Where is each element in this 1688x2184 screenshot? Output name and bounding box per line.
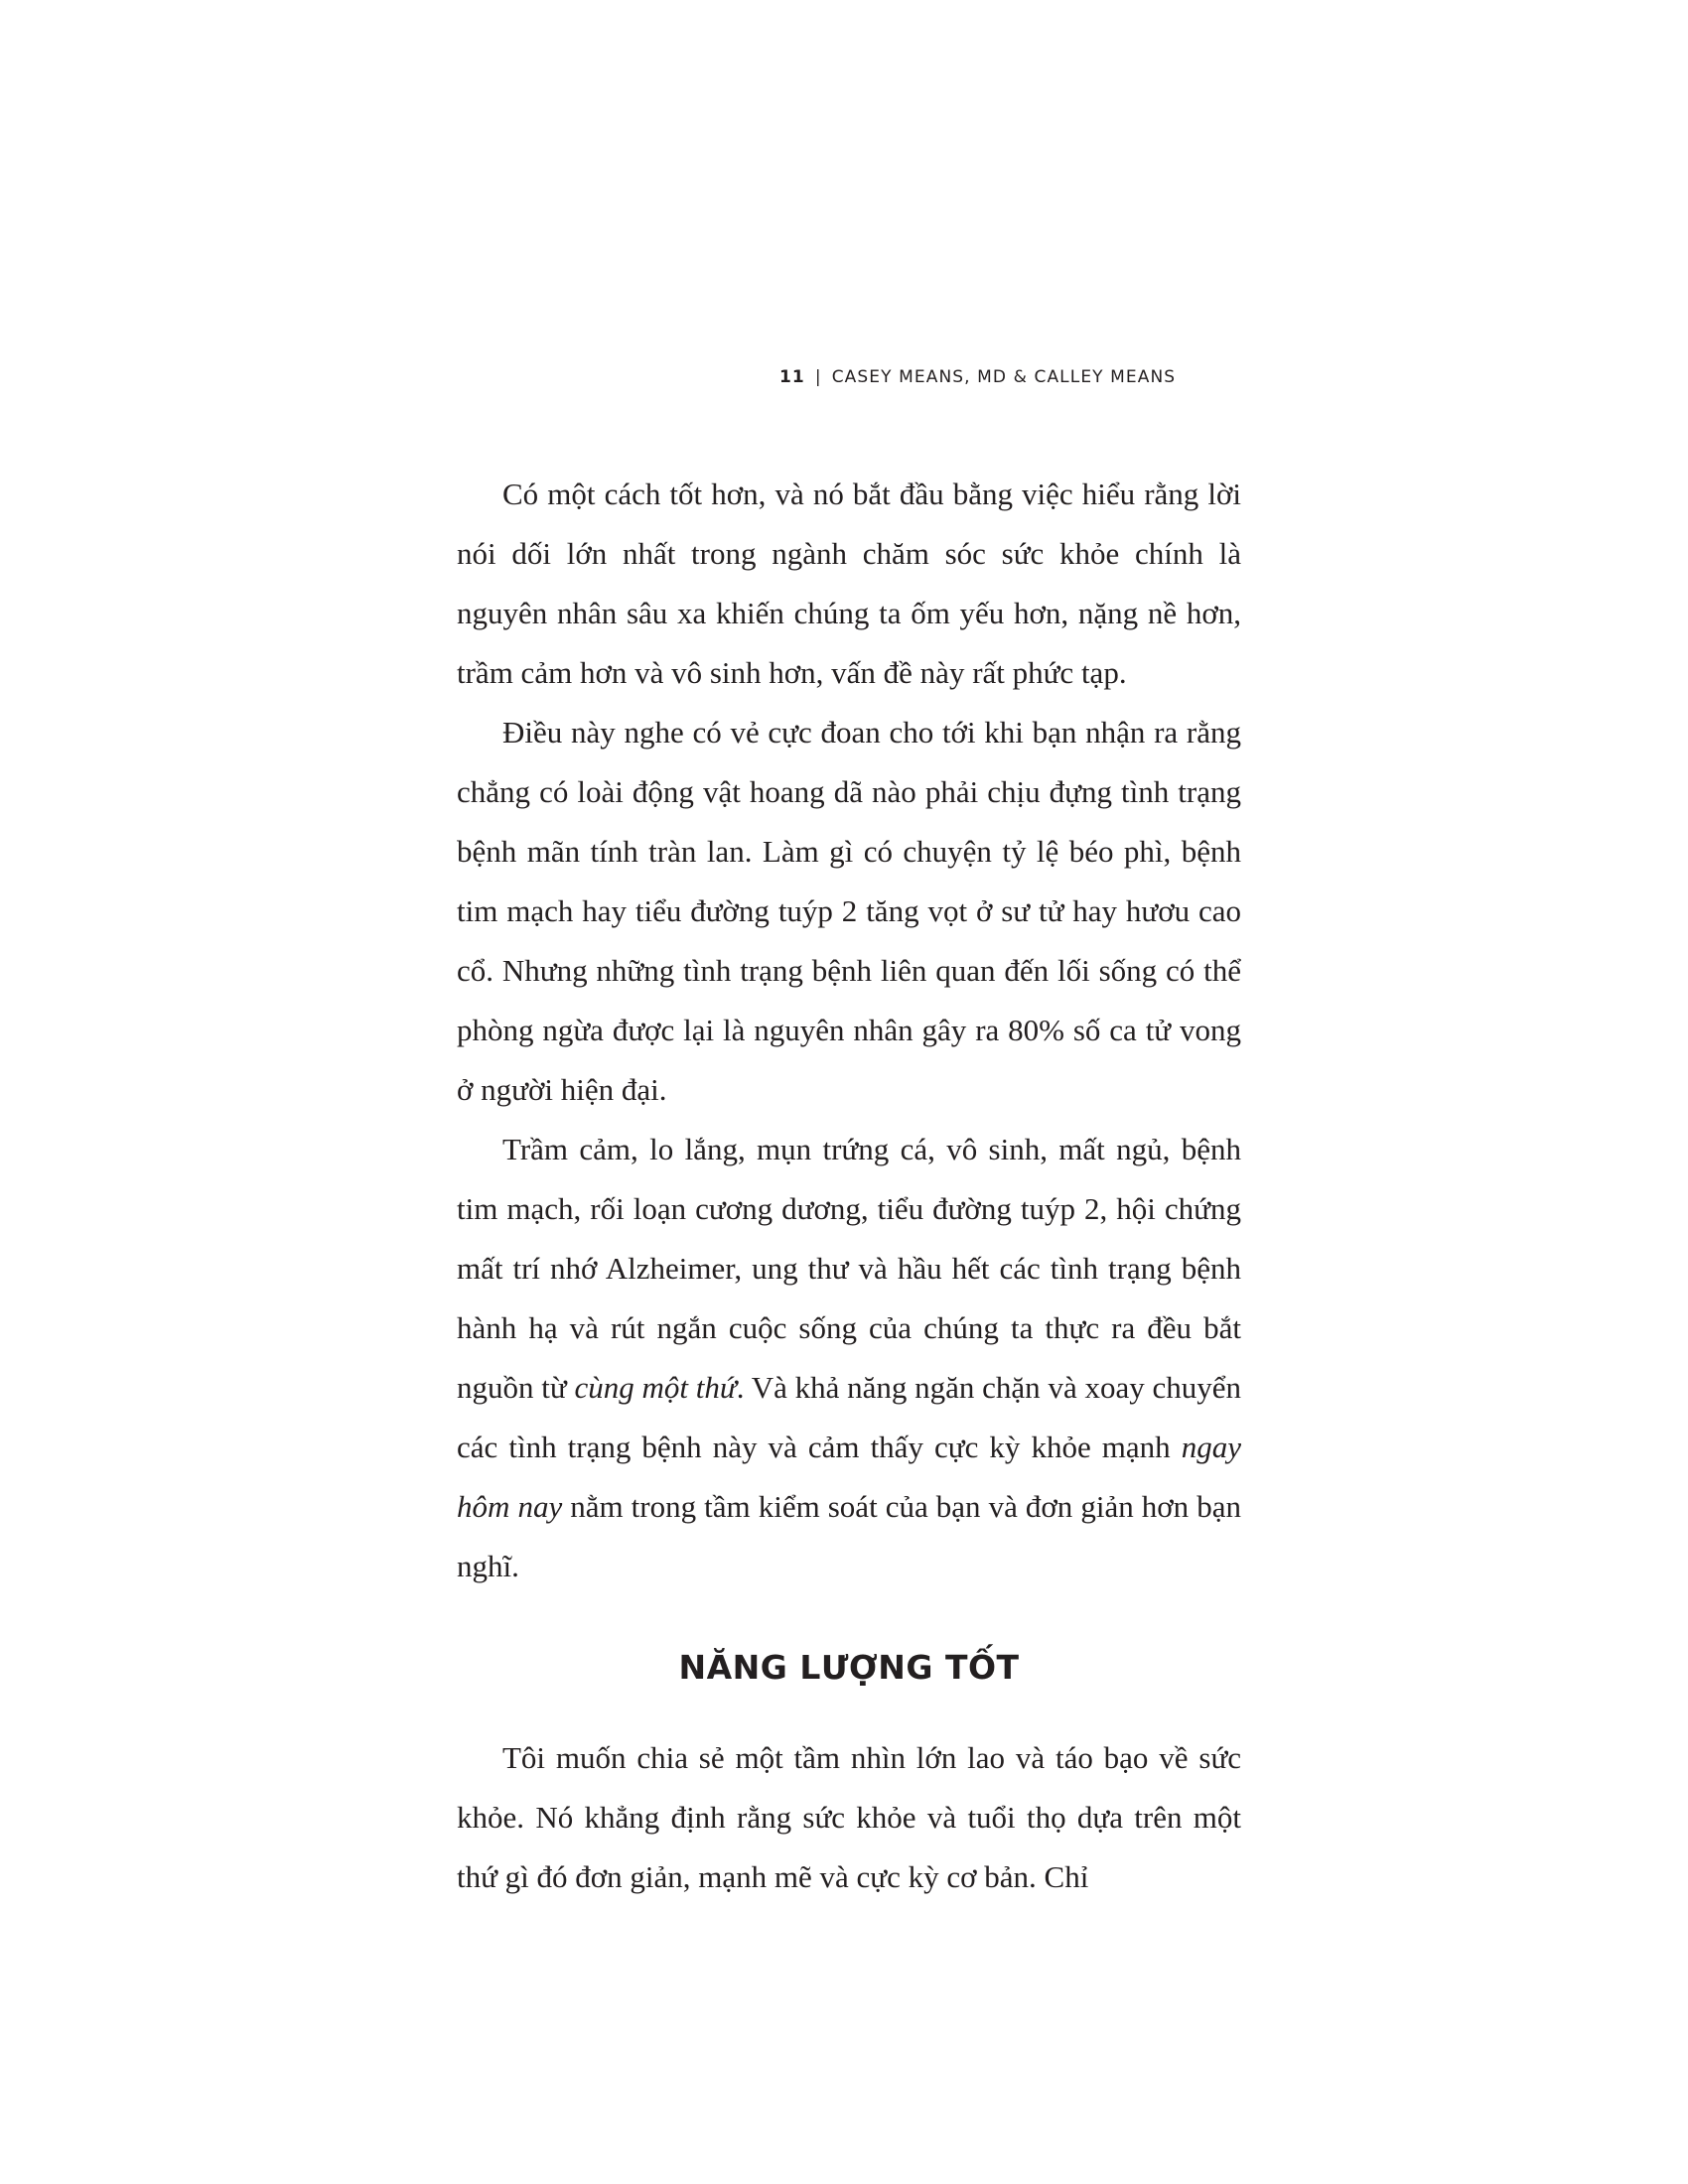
- paragraph-text-part: nằm trong tầm kiểm soát của bạn và đơn giản hơn bạn nghĩ.: [457, 1489, 1241, 1583]
- section-heading: NĂNG LƯỢNG TỐT: [678, 1648, 1020, 1687]
- body-paragraph: Có một cách tốt hơn, và nó bắt đầu bằng việc hiểu rằng lời nói dối lớn nhất trong ngành chăm sóc sức khỏe chính là nguyên nhân sâu xa khiến chúng ta ốm yếu hơn, nặng nề hơn, trầm cảm hơn và vô sinh hơn, vấn đề này rất phức tạp.: [457, 477, 1241, 690]
- emphasized-text: ngay hôm nay: [457, 1430, 1241, 1524]
- running-head-title: CASEY MEANS, MD & CALLEY MEANS: [831, 367, 1177, 387]
- body-paragraph-with-emphasis: [457, 1120, 1241, 1596]
- page-content: [457, 367, 1241, 1907]
- emphasized-text: cùng một thứ: [574, 1370, 737, 1405]
- paragraph-text-part: Trầm cảm, lo lắng, mụn trứng cá, vô sinh, mất ngủ, bệnh tim mạch, rối loạn cương dương, tiểu đường tuýp 2, hội chứng mất trí nhớ Alzheimer, ung thư và hầu hết các tình trạng bệnh hành hạ và rút ngắn cuộc sống của chúng ta thực ra đều bắt nguồn từ: [457, 1132, 1241, 1405]
- page-number: 11: [779, 367, 805, 387]
- paragraph-text-part: . Và khả năng ngăn chặn và xoay chuyển các tình trạng bệnh này và cảm thấy cực kỳ khỏe mạnh: [457, 1370, 1242, 1464]
- body-paragraph: Tôi muốn chia sẻ một tầm nhìn lớn lao và táo bạo về sức khỏe. Nó khẳng định rằng sức khỏe và tuổi thọ dựa trên một thứ gì đó đơn giản, mạnh mẽ và cực kỳ cơ bản. Chỉ: [457, 1740, 1241, 1894]
- running-head-separator: |: [814, 367, 822, 387]
- running-head: [457, 367, 1241, 387]
- body-paragraph: Điều này nghe có vẻ cực đoan cho tới khi bạn nhận ra rằng chẳng có loài động vật hoang dã nào phải chịu đựng tình trạng bệnh mãn tính tràn lan. Làm gì có chuyện tỷ lệ béo phì, bệnh tim mạch hay tiểu đường tuýp 2 tăng vọt ở sư tử hay hươu cao cổ. Nhưng những tình trạng bệnh liên quan đến lối sống có thể phòng ngừa được lại là nguyên nhân gây ra 80% số ca tử vong ở người hiện đại.: [457, 715, 1241, 1107]
